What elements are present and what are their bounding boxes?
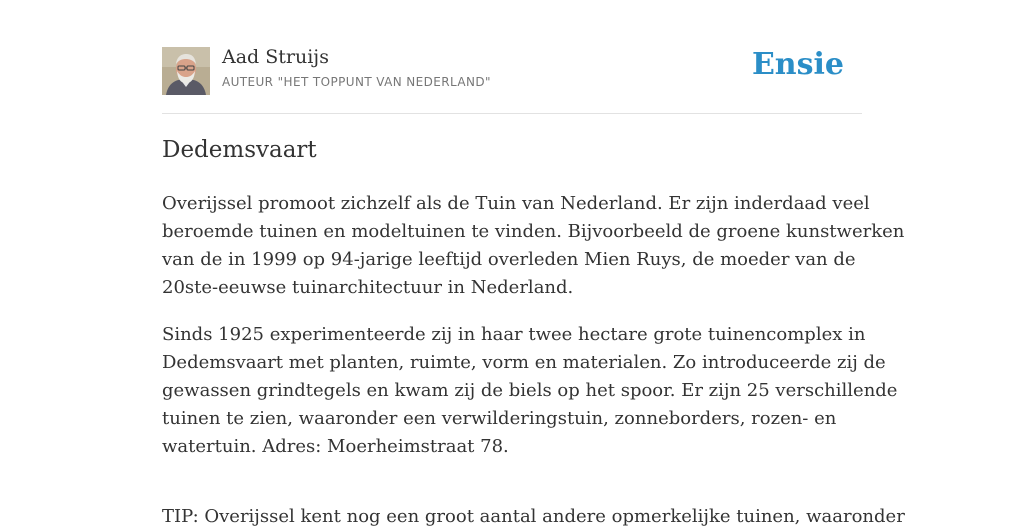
- text-line: tuinen te zien, waaronder een verwilderingstuin, zonneborders, rozen- en: [162, 408, 837, 429]
- author-name[interactable]: Aad Struijs: [222, 46, 329, 68]
- paragraph-tip: [162, 480, 905, 531]
- text-line: Sinds 1925 experimenteerde zij in haar twee hectare grote tuinencomplex in: [162, 324, 866, 345]
- page-title: Dedemsvaart: [162, 137, 317, 163]
- text-line: TIP: Overijssel kent nog een groot aantal andere opmerkelijke tuinen, waaronder: [162, 506, 905, 527]
- avatar[interactable]: [162, 47, 210, 95]
- text-line: Dedemsvaart met planten, ruimte, vorm en materialen. Zo introduceerde zij de: [162, 352, 886, 373]
- text-line: van de in 1999 op 94-jarige leeftijd overleden Mien Ruys, de moeder van de: [162, 249, 856, 270]
- header: [162, 0, 862, 114]
- author-subtitle: AUTEUR "HET TOPPUNT VAN NEDERLAND": [222, 75, 491, 89]
- text-line: watertuin. Adres: Moerheimstraat 78.: [162, 436, 509, 457]
- text-line: Overijssel promoot zichzelf als de Tuin van Nederland. Er zijn inderdaad veel: [162, 193, 870, 214]
- avatar-portrait-image: [162, 47, 210, 95]
- text-line: 20ste-eeuwse tuinarchitectuur in Nederland.: [162, 277, 574, 298]
- text-line: beroemde tuinen en modeltuinen te vinden. Bijvoorbeeld de groene kunstwerken: [162, 221, 905, 242]
- content-column: [162, 0, 905, 527]
- text-line: gewassen grindtegels en kwam zij de biels op het spoor. Er zijn 25 verschillende: [162, 380, 898, 401]
- article-body: [162, 190, 905, 531]
- paragraph-intro: [162, 190, 905, 302]
- paragraph-history: [162, 321, 898, 461]
- brand-logo[interactable]: Ensie: [751, 47, 844, 82]
